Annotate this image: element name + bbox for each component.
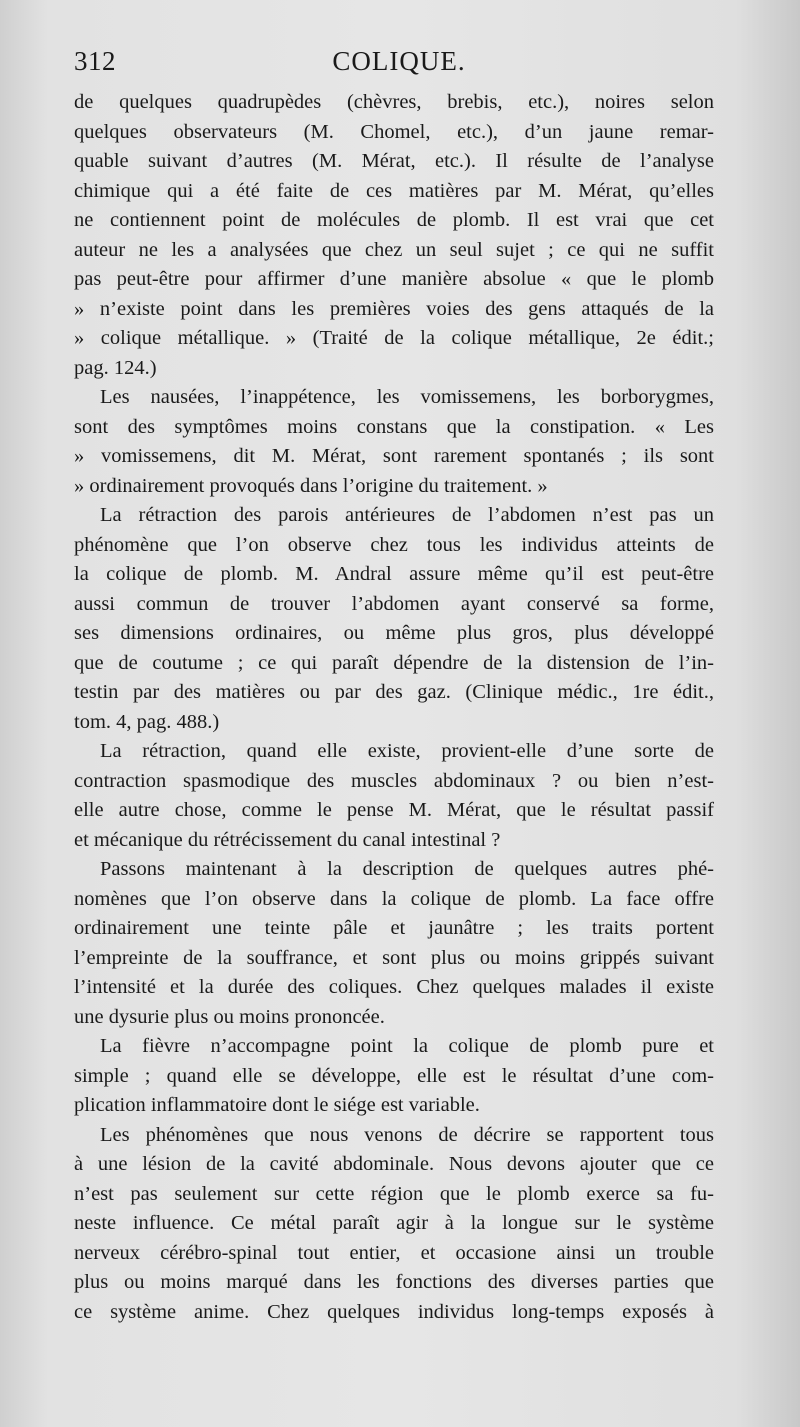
body-text: [74, 88, 714, 1327]
text-line: nerveux cérébro-spinal tout entier, et occasione ainsi un trouble: [74, 1241, 714, 1264]
text-line: chimique qui a été faite de ces matières par M. Mérat, qu’elles: [74, 179, 714, 202]
text-line: une dysurie plus ou moins prononcée.: [74, 1005, 385, 1028]
text-line: plication inflammatoire dont le siége est variable.: [74, 1094, 480, 1116]
text-line: La rétraction, quand elle existe, provient-elle d’une sorte de: [100, 740, 714, 762]
text-line: plus ou moins marqué dans les fonctions des diverses parties que: [74, 1271, 714, 1293]
text-line: » ordinairement provoqués dans l’origine du traitement. »: [74, 474, 548, 497]
text-line: La fièvre n’accompagne point la colique de plomb pure et: [100, 1035, 714, 1057]
text-line: nomènes que l’on observe dans la colique de plomb. La face offre: [74, 887, 714, 910]
text-line: simple ; quand elle se développe, elle est le résultat d’une com-: [74, 1064, 714, 1087]
text-line: tom. 4, pag. 488.): [74, 710, 220, 733]
text-line: elle autre chose, comme le pense M. Mérat, que le résultat passif: [74, 799, 714, 821]
text-line: quable suivant d’autres (M. Mérat, etc.). Il résulte de l’analyse: [74, 150, 714, 172]
text-line: ne contiennent point de molécules de plomb. Il est vrai que cet: [74, 209, 714, 231]
text-line: La rétraction des parois antérieures de l’abdomen n’est pas un: [100, 504, 714, 526]
text-line: » n’existe point dans les premières voies des gens attaqués de la: [74, 297, 714, 320]
page-header: [74, 46, 724, 80]
text-line: pas peut-être pour affirmer d’une manière absolue « que le plomb: [74, 268, 714, 290]
text-line: » vomissemens, dit M. Mérat, sont rarement spontanés ; ils sont: [74, 445, 714, 467]
text-line: auteur ne les a analysées que chez un seul sujet ; ce qui ne suffit: [74, 238, 714, 261]
text-line: et mécanique du rétrécissement du canal intestinal ?: [74, 828, 501, 851]
text-line: Passons maintenant à la description de quelques autres phé-: [100, 858, 714, 880]
page-number: 312: [74, 46, 116, 76]
text-line: Les phénomènes que nous venons de décrire se rapportent tous: [100, 1123, 714, 1146]
text-line: aussi commun de trouver l’abdomen ayant conservé sa forme,: [74, 592, 714, 615]
text-line: testin par des matières ou par des gaz. (Clinique médic., 1re édit.,: [74, 681, 714, 703]
text-line: phénomène que l’on observe chez tous les individus atteints de: [74, 533, 714, 556]
text-line: quelques observateurs (M. Chomel, etc.), d’un jaune remar-: [74, 120, 714, 143]
text-line: l’empreinte de la souffrance, et sont plus ou moins grippés suivant: [74, 946, 714, 969]
text-line: que de coutume ; ce qui paraît dépendre de la distension de l’in-: [74, 651, 714, 674]
running-title: COLIQUE.: [332, 46, 466, 76]
text-line: ordinairement une teinte pâle et jaunâtre ; les traits portent: [74, 917, 714, 939]
text-line: sont des symptômes moins constans que la constipation. « Les: [74, 415, 714, 438]
text-line: l’intensité et la durée des coliques. Chez quelques malades il existe: [74, 976, 714, 998]
text-line: » colique métallique. » (Traité de la colique métallique, 2e édit.;: [74, 327, 714, 349]
text-line: n’est pas seulement sur cette région que le plomb exerce sa fu-: [74, 1182, 714, 1205]
text-line: ses dimensions ordinaires, ou même plus gros, plus développé: [74, 622, 714, 644]
text-line: contraction spasmodique des muscles abdominaux ? ou bien n’est-: [74, 769, 714, 792]
text-line: neste influence. Ce métal paraît agir à la longue sur le système: [74, 1212, 714, 1234]
text-line: la colique de plomb. M. Andral assure même qu’il est peut-être: [74, 563, 714, 585]
text-line: à une lésion de la cavité abdominale. Nous devons ajouter que ce: [74, 1153, 714, 1175]
text-line: Les nausées, l’inappétence, les vomissemens, les borborygmes,: [100, 386, 714, 408]
text-line: ce système anime. Chez quelques individus long-temps exposés à: [74, 1300, 714, 1323]
text-line: pag. 124.): [74, 356, 157, 379]
text-line: de quelques quadrupèdes (chèvres, brebis, etc.), noires selon: [74, 91, 714, 113]
